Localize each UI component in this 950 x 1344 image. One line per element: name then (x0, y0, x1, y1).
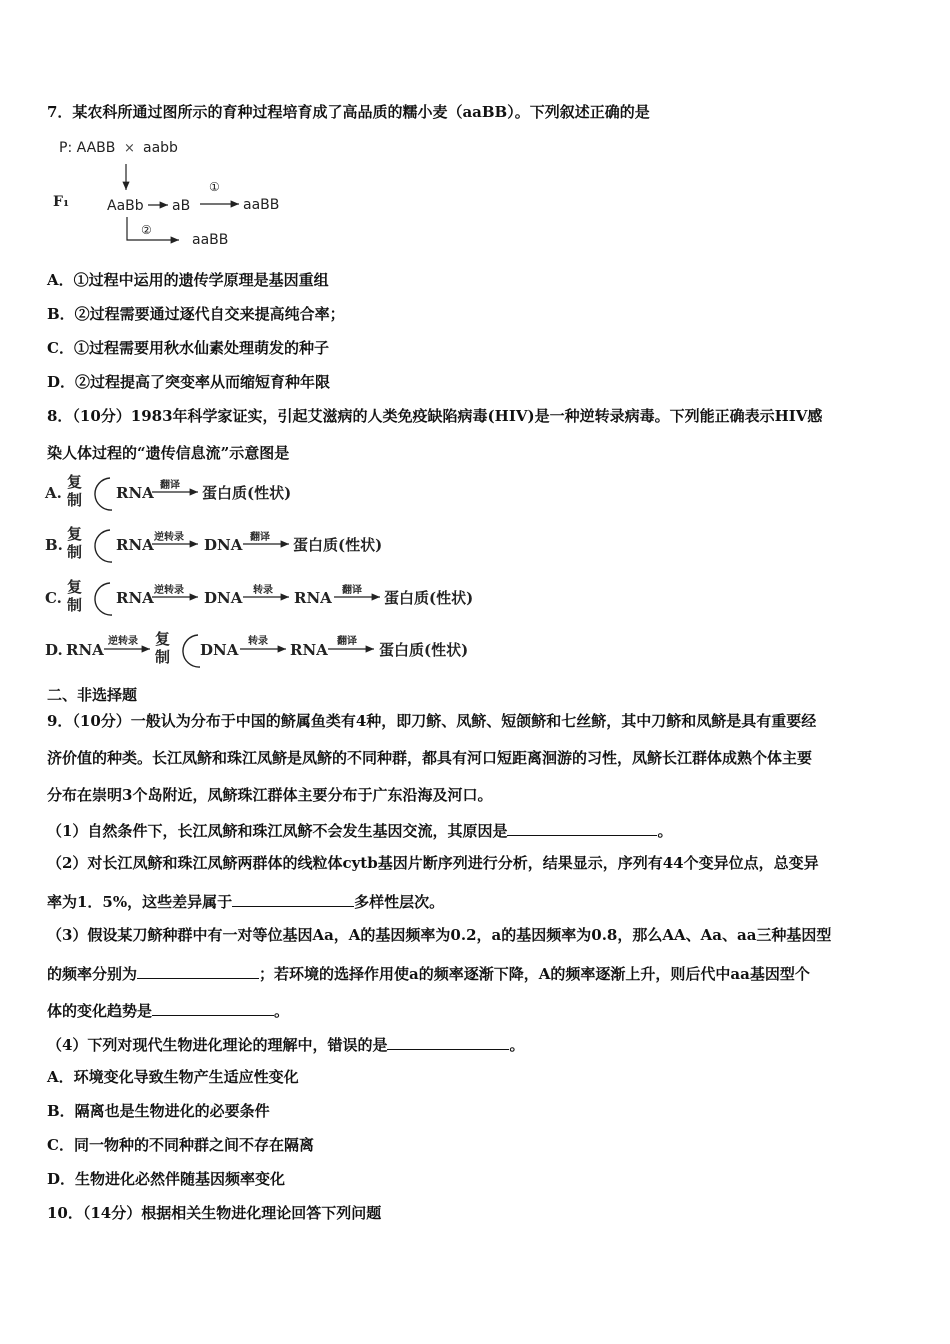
q8-stem-line1: 8．（10分）1983年科学家证实，引起艾滋病的人类免疫缺陷病毒(HIV)是一种逆转录病毒。下列能正确表示HIV感 (47, 407, 823, 425)
q8-d-end: 蛋白质(性状) (379, 641, 469, 659)
q8-b-replication-loop (95, 530, 112, 562)
q7-stem: 7．某农科所通过图所示的育种过程培育成了高品质的糯小麦（aaBB）。下列叙述正确的是 (47, 103, 650, 121)
q9-sub3-mid: ；若环境的选择作用使a的频率逐渐下降，A的频率逐渐上升，则后代中aa基因型个 (259, 965, 810, 983)
q7-cross: × (124, 141, 135, 156)
q9-sub2-end: 多样性层次。 (354, 893, 445, 911)
q7-arrow-step2 (127, 217, 179, 240)
q10-stem: 10．（14分）根据相关生物进化理论回答下列问题 (47, 1204, 382, 1222)
q8-c-a1: 逆转录 (154, 585, 184, 596)
q8-option-d (45, 630, 468, 667)
q8-c-n2: DNA (204, 589, 243, 607)
q8-b-end: 蛋白质(性状) (293, 536, 383, 554)
q8-d-label: D. (45, 641, 63, 659)
q8-c-rep2: 制 (67, 596, 83, 614)
q8-a-rep1: 复 (67, 473, 83, 491)
q7-option-c: C．①过程需要用秋水仙素处理萌发的种子 (47, 339, 329, 357)
q9-sub1-end: 。 (657, 822, 673, 840)
q8-c-n1: RNA (116, 589, 154, 607)
q8-b-n2: DNA (204, 536, 243, 554)
q8-b-label: B. (45, 536, 63, 554)
q9-para-1: 9．（10分）一般认为分布于中国的鲚属鱼类有4种，即刀鲚、凤鲚、短颌鲚和七丝鲚，其中刀鲚和凤鲚是具有重要经 (47, 712, 817, 730)
q8-c-replication-loop (95, 583, 112, 615)
q8-d-a2: 翻译 (337, 636, 357, 647)
q8-a-end: 蛋白质(性状) (202, 484, 292, 502)
q9-option-d: D．生物进化必然伴随基因频率变化 (47, 1170, 286, 1188)
q9-sub3-blank1[interactable] (137, 962, 259, 979)
q9-sub1-text: （1）自然条件下，长江凤鲚和珠江凤鲚不会发生基因交流，其原因是 (47, 822, 508, 840)
q8-c-end: 蛋白质(性状) (384, 589, 474, 607)
q8-b-rep1: 复 (67, 525, 83, 543)
q9-sub4-blank[interactable] (387, 1033, 509, 1050)
q8-d-n2: RNA (290, 641, 328, 659)
q7-parent2: aabb (143, 140, 178, 156)
q8-a-label: A. (45, 484, 62, 502)
q8-c-rep1: 复 (67, 578, 83, 596)
q8-stem-line2: 染人体过程的“遗传信息流”示意图是 (47, 444, 290, 462)
section-heading: 二、非选择题 (47, 686, 138, 704)
q7-parents: P: AABB (59, 140, 116, 156)
q8-option-b (45, 525, 382, 562)
q8-d-rep1: 复 (155, 630, 171, 648)
q9-sub3-line1: （3）假设某刀鲚种群中有一对等位基因Aa，A的基因频率为0.2，a的基因频率为0.8，那么AA、Aa、aa三种基因型 (47, 926, 832, 944)
q9-sub4-end: 。 (509, 1036, 525, 1054)
q8-a-a1: 翻译 (160, 480, 180, 491)
q9-sub3-line3 (47, 999, 289, 1021)
q7-f1: AaBb (107, 198, 144, 214)
q8-b-a1: 逆转录 (154, 532, 184, 543)
q9-sub2-line1: （2）对长江凤鲚和珠江凤鲚两群体的线粒体cytb基因片断序列进行分析，结果显示，序列有44个变异位点，总变异 (47, 854, 819, 872)
q8-d-a1: 转录 (248, 636, 268, 647)
q7-step1-from: aB (172, 198, 191, 214)
q7-option-b: B．②过程需要通过逐代自交来提高纯合率； (47, 305, 345, 323)
q8-option-a (44, 473, 291, 510)
q9-sub3-end: 。 (274, 1002, 290, 1020)
q8-c-a2: 转录 (253, 585, 273, 596)
q8-flow-diagrams (40, 470, 510, 670)
q7-step2-to: aaBB (192, 232, 229, 248)
q8-c-a3: 翻译 (342, 585, 362, 596)
q9-option-a: A．环境变化导致生物产生适应性变化 (47, 1068, 299, 1086)
q7-breeding-diagram (47, 134, 307, 250)
q8-d-rep2: 制 (155, 648, 171, 666)
q9-para-3: 分布在崇明3个岛附近，凤鲚珠江群体主要分布于广东沿海及河口。 (47, 786, 493, 804)
q7-f1-label: F₁ (53, 194, 70, 210)
q9-sub4 (47, 1033, 524, 1055)
q7-option-a: A．①过程中运用的遗传学原理是基因重组 (47, 271, 329, 289)
q9-sub4-text: （4）下列对现代生物进化理论的理解中，错误的是 (47, 1036, 388, 1054)
q7-step2-mark: ② (141, 223, 152, 237)
q9-option-b: B．隔离也是生物进化的必要条件 (47, 1102, 270, 1120)
q9-sub2-text: 率为1．5%，这些差异属于 (47, 893, 233, 911)
q8-a-rep2: 制 (67, 491, 83, 509)
q9-option-c: C．同一物种的不同种群之间不存在隔离 (47, 1136, 314, 1154)
q8-b-rep2: 制 (67, 543, 83, 561)
q8-d-replication-loop (183, 635, 200, 667)
q7-option-d: D．②过程提高了突变率从而缩短育种年限 (47, 373, 331, 391)
q9-sub3-line2 (47, 962, 810, 984)
q7-step1-mark: ① (209, 180, 220, 194)
q9-sub3-text: 的频率分别为 (47, 965, 138, 983)
q8-b-a2: 翻译 (250, 532, 270, 543)
q9-para-2: 济价值的种类。长江凤鲚和珠江凤鲚是凤鲚的不同种群，都具有河口短距离洄游的习性，凤鲚长江群体成熟个体主要 (47, 749, 813, 767)
q8-d-n0: RNA (66, 641, 104, 659)
q9-sub2-line2 (47, 890, 444, 912)
q9-sub1-blank[interactable] (507, 819, 657, 836)
q8-c-label: C. (45, 589, 62, 607)
q8-a-replication-loop (95, 478, 112, 510)
q8-d-n1: DNA (200, 641, 239, 659)
q8-b-n1: RNA (116, 536, 154, 554)
q8-d-a0: 逆转录 (108, 636, 138, 647)
q9-sub2-blank[interactable] (232, 890, 354, 907)
q9-sub3-blank2[interactable] (152, 999, 274, 1016)
q7-step1-to: aaBB (243, 197, 280, 213)
q8-a-n1: RNA (116, 484, 154, 502)
q8-c-n3: RNA (294, 589, 332, 607)
q9-sub3-trend: 体的变化趋势是 (47, 1002, 153, 1020)
q9-sub1 (47, 819, 672, 841)
q8-option-c (45, 578, 473, 615)
